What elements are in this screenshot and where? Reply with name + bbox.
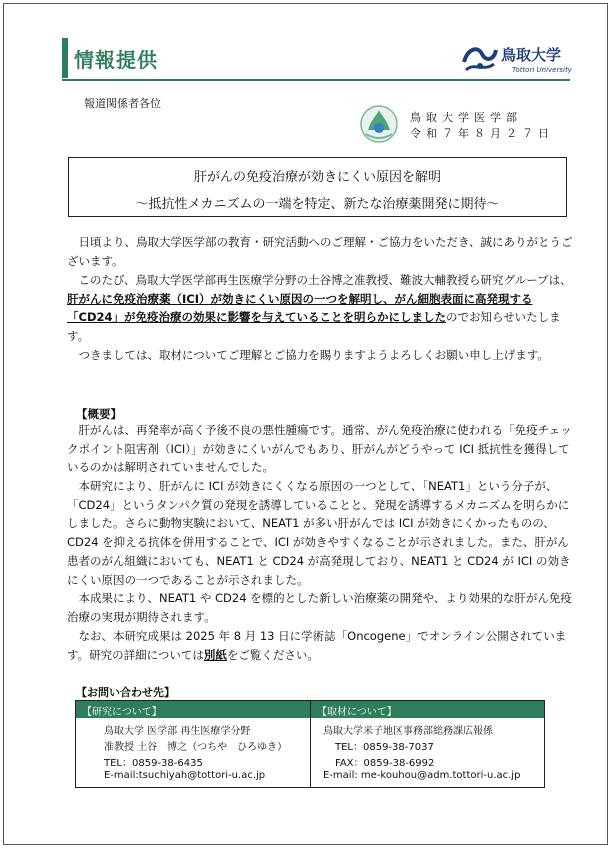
overview-paragraph-1: 肝がんは、再発率が高く予後不良の悪性腫瘍です。通常、がん免疫治療に使われる「免疫チェックポイント阻害剤（ICI）」が効きにくいがんでもあり、肝がんがどうやって ICI 抵抗性を獲得しているのかは解明されていませんでした。 xyxy=(67,423,572,475)
contact-press-fax: FAX：0859-38-6992 xyxy=(335,758,435,769)
contact-table xyxy=(75,700,545,788)
header-title: 情報提供 xyxy=(74,48,158,72)
header-rule xyxy=(62,79,570,81)
recipients: 報道関係者各位 xyxy=(84,97,161,110)
intro-p2-suffix: のでお知らせいたします。 xyxy=(67,310,561,344)
contact-research-line: 准教授 土谷 博之（つちや ひろゆき） xyxy=(104,742,288,753)
overview-p4-suffix: をご覧ください。 xyxy=(226,647,319,662)
faculty-emblem-icon xyxy=(358,104,400,144)
intro-p2-highlight: 肝がんに免疫治療薬（ICI）が効きにくい原因の一つを解明し、がん細胞表面に高発現する「CD24」が免疫治療の効果に影響を与えていることを明らかにしました xyxy=(67,291,533,325)
contact-press-phone: TEL：0859-38-7037 xyxy=(335,742,434,753)
intro-p2-prefix: このたび、鳥取大学医学部再生医療学分野の土谷博之准教授、難波大輔教授ら研究グループは、 xyxy=(67,273,572,287)
contact-research-phone: TEL：0859-38-6435 xyxy=(104,758,203,769)
contact-press-email[interactable]: E-mail: me-kouhou@adm.tottori-u.ac.jp xyxy=(323,770,521,781)
contact-research-column xyxy=(76,701,311,787)
contact-research-email[interactable]: E-mail:tsuchiyah@tottori-u.ac.jp xyxy=(104,770,266,781)
title-main: 肝がんの免疫治療が効きにくい原因を解明 xyxy=(193,170,441,185)
header-accent-bar xyxy=(62,38,68,78)
contact-press-heading: 【取材について】 xyxy=(311,701,544,718)
overview-label: 【概要】 xyxy=(76,407,122,421)
intro-paragraph-3: つきましては、取材についてご理解とご協力を賜りますようよろしくお願い申し上げます。 xyxy=(67,348,549,362)
contact-label: 【お問い合わせ先】 xyxy=(76,686,175,699)
contact-press-line: 鳥取大学米子地区事務部総務課広報係 xyxy=(323,726,493,737)
overview-p4-prefix: なお、本研究成果は 2025 年 8 月 13 日に学術誌「Oncogene」でオンライン公開されています。研究の詳細については xyxy=(67,629,567,662)
university-name-en: Tottori University xyxy=(512,66,572,74)
issue-date: 令和７年８月２７日 xyxy=(410,127,554,140)
overview-paragraph-3: 本成果により、NEAT1 や CD24 を標的とした新しい治療薬の開発や、より効果的な肝がん免疫治療の実現が期待されます。 xyxy=(67,591,572,624)
intro-paragraph-2 xyxy=(67,271,577,346)
intro-paragraph-1: 日頃より、鳥取大学医学部の教育・研究活動へのご理解・ご協力をいただき、誠にありがとうございます。 xyxy=(67,235,573,268)
university-logo-icon xyxy=(460,42,500,76)
overview-paragraph-4 xyxy=(67,627,577,664)
contact-research-line: 鳥取大学 医学部 再生医療学分野 xyxy=(104,726,251,737)
title-subtitle: ～抵抗性メカニズムの一端を特定、新たな治療薬開発に期待～ xyxy=(135,197,500,212)
title-box xyxy=(68,157,567,217)
attachment-link[interactable]: 別紙 xyxy=(203,647,227,662)
overview-paragraph-2: 本研究により、肝がんに ICI が効きにくくなる原因の一つとして、「NEAT1」という分子が、「CD24」というタンパク質の発現を誘導していることと、発現を誘導するメカニズムを明らかにしました。さらに動物実験において、NEAT1 が多い肝がんでは ICI が効きにくかったものの、CD24 を抑える抗体を併用することで、ICI が効きやすくなることが示されました。また、肝がん患者のがん組織においても、NEAT1 と CD24 が高発現しており、NEAT1 と CD24 が ICI の効きにくい原因の一つであることが示されました。 xyxy=(67,479,571,587)
issuer: 鳥取大学医学部 xyxy=(410,111,522,124)
contact-press-column xyxy=(311,701,544,787)
university-name: 鳥取大学 xyxy=(501,46,562,64)
contact-research-heading: 【研究について】 xyxy=(76,701,310,718)
